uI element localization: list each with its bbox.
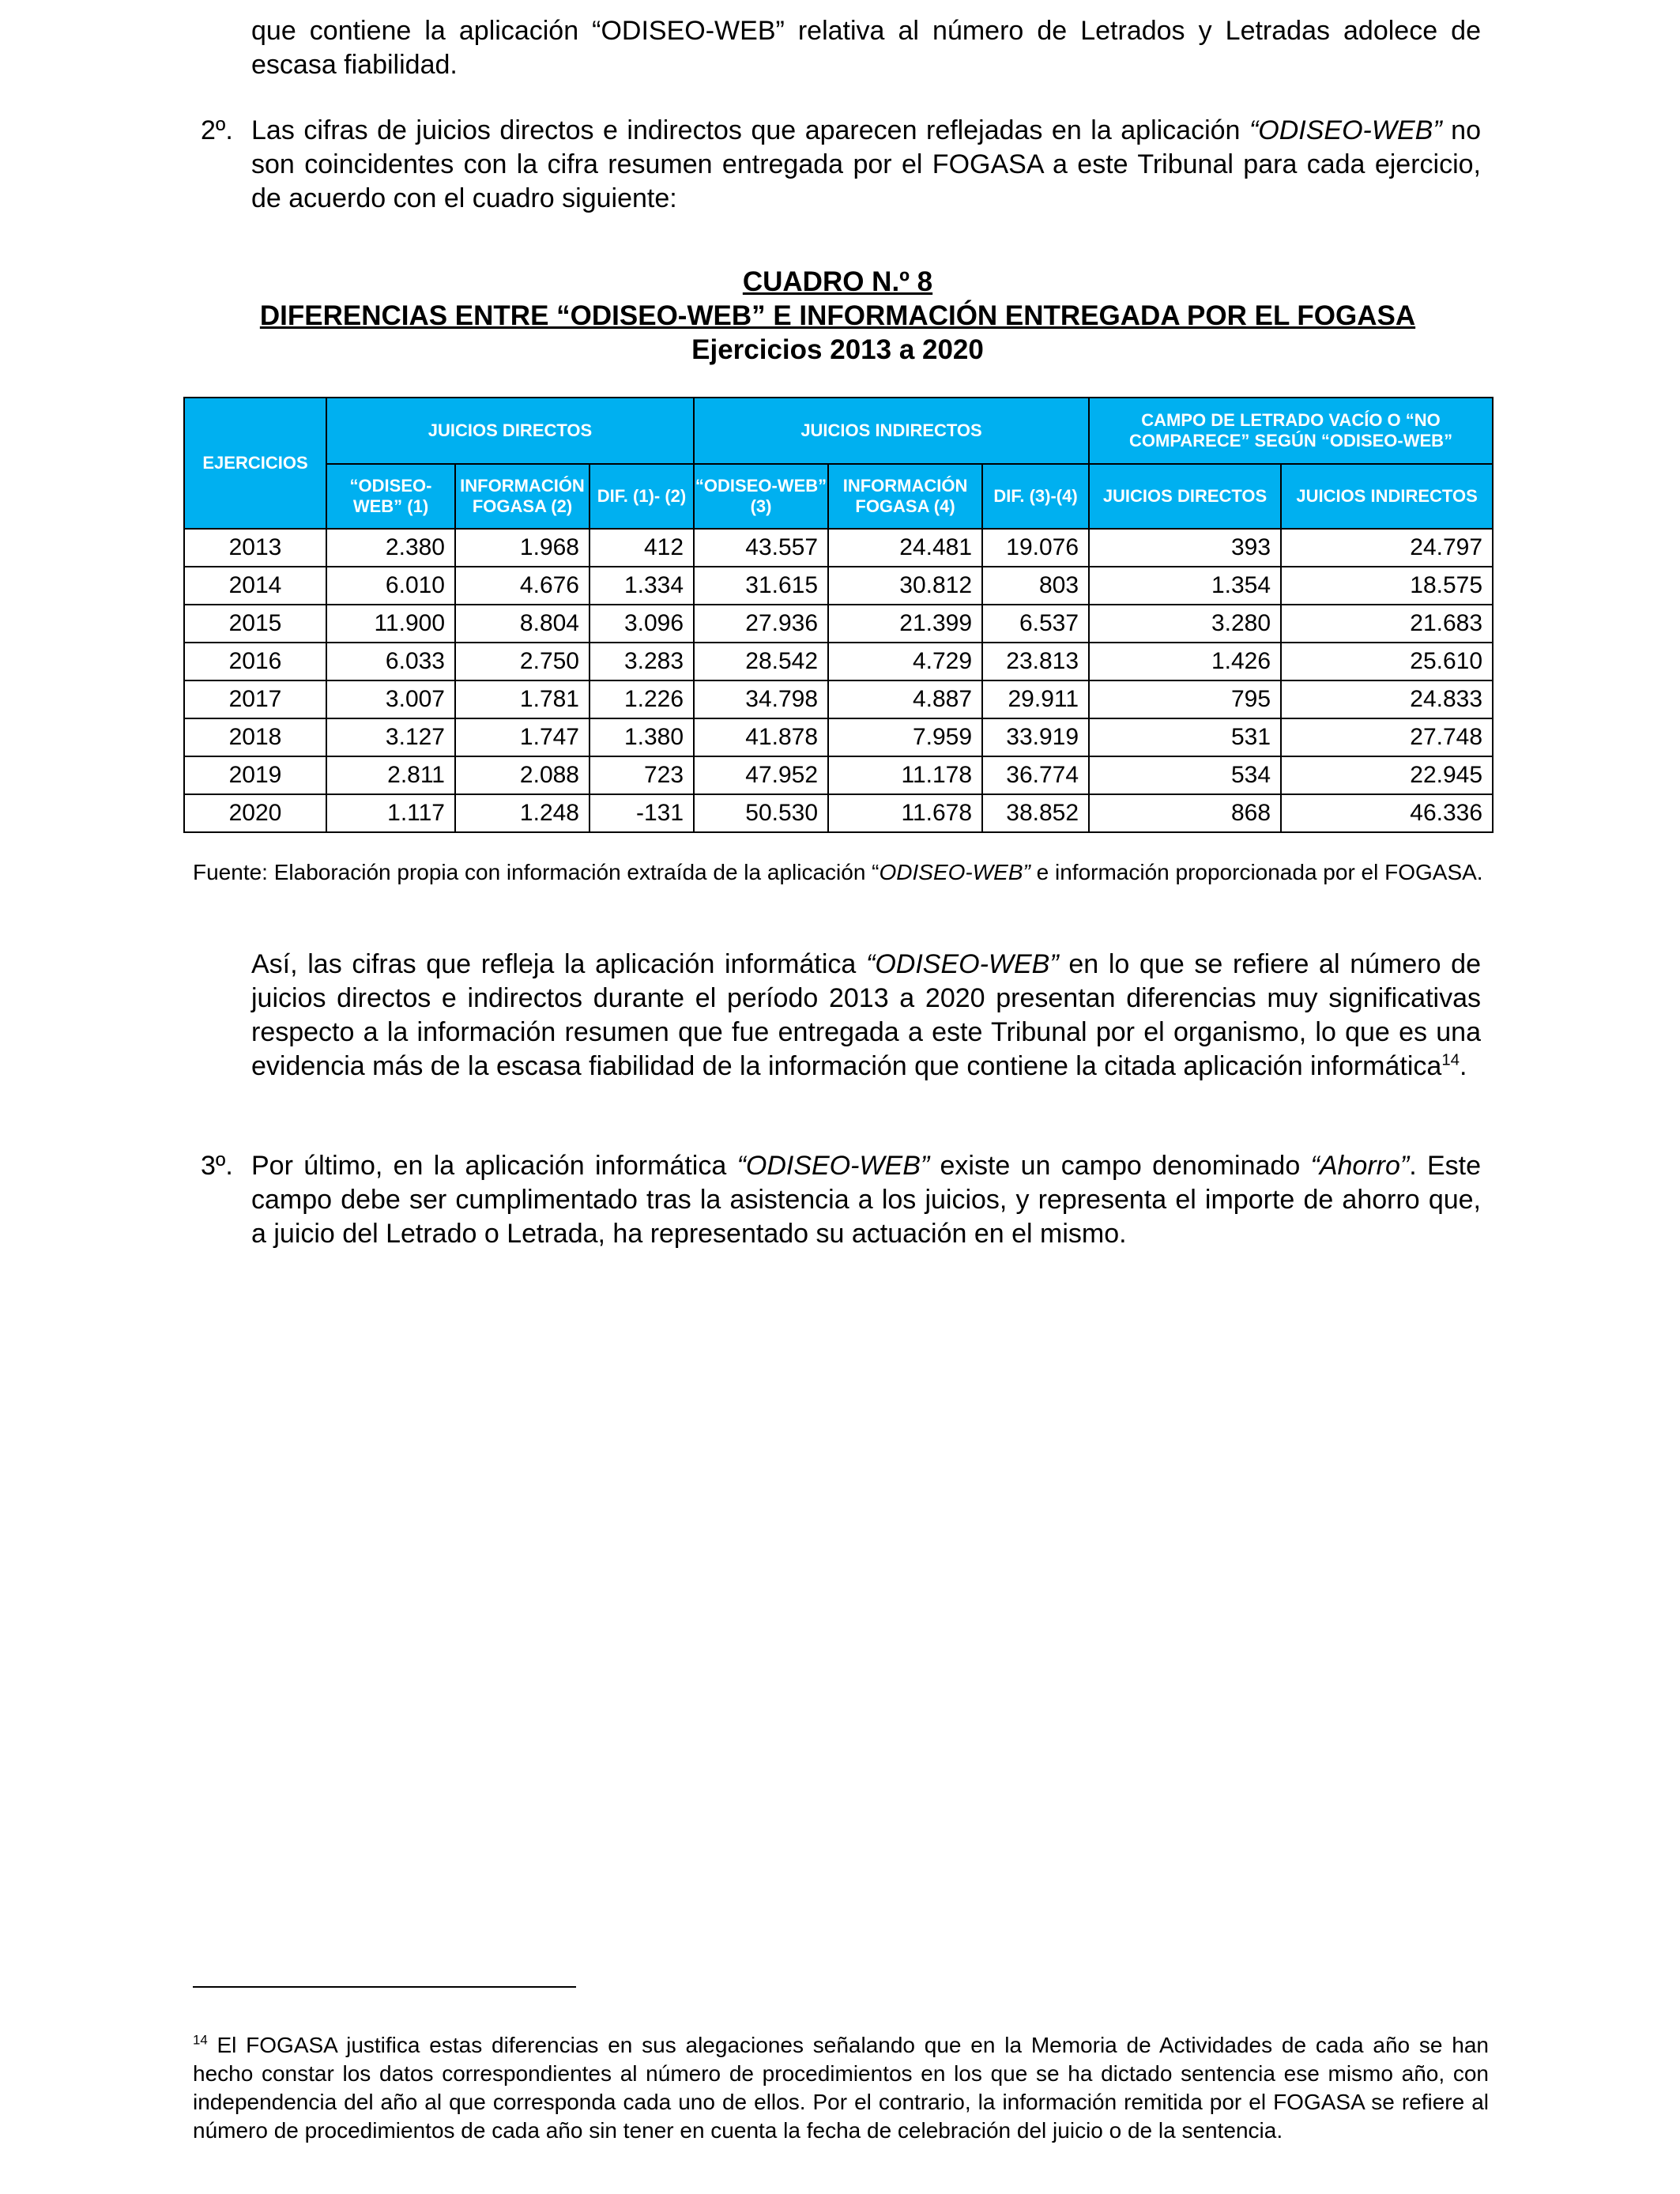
table-row <box>184 567 1493 605</box>
cell-value: 8.804 <box>455 605 590 643</box>
cell-value: 6.033 <box>326 643 455 680</box>
point-2-paragraph: Las cifras de juicios directos e indirectos que aparecen reflejadas en la aplicación “ODISEO-WEB” no son coincidentes con la cifra resumen entregada por el FOGASA a este Tribunal para cada ejercicio, de acuerdo con el cuadro siguiente: <box>251 115 1481 213</box>
cell-value: 4.887 <box>828 680 982 718</box>
footnote: $^{14}$ El FOGASA justifica estas diferencias en sus alegaciones señalando que en la Memoria de Actividades de cada año se han hecho constar los datos correspondientes al número de procedimientos en los que se ha dictado sentencia ese mismo año, con independencia del año al que corresponda cada uno de ellos. Por el contrario, la información remitida por el FOGASA se refiere al número de procedimientos de cada año sin tener en cuenta la fecha de celebración del juicio o de la sentencia. <box>193 2032 1489 2143</box>
cell-value: 38.852 <box>982 794 1089 832</box>
cell-value: 803 <box>982 567 1089 605</box>
header-ejercicios: EJERCICIOS <box>184 398 326 529</box>
cell-year: 2017 <box>184 680 326 718</box>
cell-value: 2.088 <box>455 756 590 794</box>
cell-value: 3.127 <box>326 718 455 756</box>
cell-value: 7.959 <box>828 718 982 756</box>
cell-value: 1.226 <box>590 680 694 718</box>
table-source: Fuente: Elaboración propia con información extraída de la aplicación “ODISEO-WEB” e información proporcionada por el FOGASA. <box>193 860 1483 884</box>
header-campo-indirectos: JUICIOS INDIRECTOS <box>1281 464 1493 529</box>
cell-value: 531 <box>1089 718 1281 756</box>
cell-value: 23.813 <box>982 643 1089 680</box>
differences-table <box>183 397 1494 833</box>
table-row <box>184 794 1493 832</box>
cell-value: 2.750 <box>455 643 590 680</box>
cell-value: 3.280 <box>1089 605 1281 643</box>
header-odiseo-3: “ODISEO-WEB” (3) <box>694 464 828 529</box>
cell-value: 868 <box>1089 794 1281 832</box>
cell-value: 795 <box>1089 680 1281 718</box>
app-name: “ODISEO-WEB” <box>1249 115 1442 145</box>
table-caption-number: CUADRO N.º 8 <box>742 266 933 297</box>
cell-value: 28.542 <box>694 643 828 680</box>
cell-year: 2015 <box>184 605 326 643</box>
cell-value: 21.683 <box>1281 605 1493 643</box>
cell-value: 24.797 <box>1281 529 1493 567</box>
intro-paragraph: que contiene la aplicación “ODISEO-WEB” relativa al número de Letrados y Letradas adolece de escasa fiabilidad. <box>251 16 1481 80</box>
cell-value: 1.354 <box>1089 567 1281 605</box>
point-3-number: 3º. <box>201 1151 233 1181</box>
cell-value: 723 <box>590 756 694 794</box>
cell-value: 2.811 <box>326 756 455 794</box>
cell-value: 11.900 <box>326 605 455 643</box>
cell-value: 1.248 <box>455 794 590 832</box>
cell-value: 4.729 <box>828 643 982 680</box>
cell-value: 36.774 <box>982 756 1089 794</box>
cell-value: 1.380 <box>590 718 694 756</box>
cell-year: 2020 <box>184 794 326 832</box>
cell-value: 46.336 <box>1281 794 1493 832</box>
cell-value: 1.426 <box>1089 643 1281 680</box>
table-row <box>184 718 1493 756</box>
cell-value: 34.798 <box>694 680 828 718</box>
table-caption-title: DIFERENCIAS ENTRE “ODISEO-WEB” E INFORMACIÓN ENTREGADA POR EL FOGASA <box>259 300 1416 331</box>
cell-value: 25.610 <box>1281 643 1493 680</box>
cell-value: 534 <box>1089 756 1281 794</box>
cell-value: 27.748 <box>1281 718 1493 756</box>
cell-value: 3.096 <box>590 605 694 643</box>
header-juicios-directos: JUICIOS DIRECTOS <box>326 398 694 464</box>
header-fogasa-4: INFORMACIÓN FOGASA (4) <box>828 464 982 529</box>
point-3-paragraph: Por último, en la aplicación informática “ODISEO-WEB” existe un campo denominado “Ahorro”. Este campo debe ser cumplimentado tras la asistencia a los juicios, y representa el importe de ahorro que, a juicio del Letrado o Letrada, ha representado su actuación en el mismo. <box>251 1151 1481 1249</box>
cell-value: -131 <box>590 794 694 832</box>
header-campo-letrado: CAMPO DE LETRADO VACÍO O “NO COMPARECE” SEGÚN “ODISEO-WEB” <box>1089 398 1493 464</box>
cell-value: 29.911 <box>982 680 1089 718</box>
cell-value: 1.117 <box>326 794 455 832</box>
cell-year: 2014 <box>184 567 326 605</box>
header-juicios-indirectos: JUICIOS INDIRECTOS <box>694 398 1089 464</box>
cell-value: 393 <box>1089 529 1281 567</box>
header-campo-directos: JUICIOS DIRECTOS <box>1089 464 1281 529</box>
cell-year: 2018 <box>184 718 326 756</box>
cell-value: 50.530 <box>694 794 828 832</box>
table-row <box>184 643 1493 680</box>
cell-value: 11.178 <box>828 756 982 794</box>
cell-year: 2013 <box>184 529 326 567</box>
cell-value: 24.481 <box>828 529 982 567</box>
cell-value: 4.676 <box>455 567 590 605</box>
header-odiseo-1: “ODISEO-WEB” (1) <box>326 464 455 529</box>
point-2-number: 2º. <box>201 115 233 145</box>
cell-value: 30.812 <box>828 567 982 605</box>
cell-value: 24.833 <box>1281 680 1493 718</box>
footnote-number: 14 <box>193 2032 208 2048</box>
footnote-ref: 14 <box>1441 1051 1460 1069</box>
header-fogasa-2: INFORMACIÓN FOGASA (2) <box>455 464 590 529</box>
cell-value: 27.936 <box>694 605 828 643</box>
cell-year: 2016 <box>184 643 326 680</box>
cell-value: 33.919 <box>982 718 1089 756</box>
cell-value: 1.747 <box>455 718 590 756</box>
cell-value: 6.537 <box>982 605 1089 643</box>
cell-value: 18.575 <box>1281 567 1493 605</box>
cell-value: 1.781 <box>455 680 590 718</box>
header-dif-1-2: DIF. (1)- (2) <box>590 464 694 529</box>
cell-year: 2019 <box>184 756 326 794</box>
cell-value: 22.945 <box>1281 756 1493 794</box>
table-caption-years: Ejercicios 2013 a 2020 <box>691 334 984 365</box>
cell-value: 6.010 <box>326 567 455 605</box>
cell-value: 412 <box>590 529 694 567</box>
cell-value: 3.007 <box>326 680 455 718</box>
header-dif-3-4: DIF. (3)-(4) <box>982 464 1089 529</box>
cell-value: 19.076 <box>982 529 1089 567</box>
cell-value: 2.380 <box>326 529 455 567</box>
cell-value: 1.334 <box>590 567 694 605</box>
cell-value: 1.968 <box>455 529 590 567</box>
table-row <box>184 529 1493 567</box>
cell-value: 11.678 <box>828 794 982 832</box>
cell-value: 3.283 <box>590 643 694 680</box>
footnote-divider <box>193 1986 576 1988</box>
cell-value: 41.878 <box>694 718 828 756</box>
asi-paragraph: Así, las cifras que refleja la aplicación informática “ODISEO-WEB” en lo que se refiere al número de juicios directos e indirectos durante el período 2013 a 2020 presentan diferencias muy significativas respecto a la información resumen que fue entregada a este Tribunal por el organismo, lo que es una evidencia más de la escasa fiabilidad de la información que contiene la citada aplicación informática$^{14}$. <box>251 949 1481 1081</box>
cell-value: 31.615 <box>694 567 828 605</box>
table-row <box>184 680 1493 718</box>
cell-value: 21.399 <box>828 605 982 643</box>
cell-value: 43.557 <box>694 529 828 567</box>
table-row <box>184 756 1493 794</box>
table-row <box>184 605 1493 643</box>
cell-value: 47.952 <box>694 756 828 794</box>
